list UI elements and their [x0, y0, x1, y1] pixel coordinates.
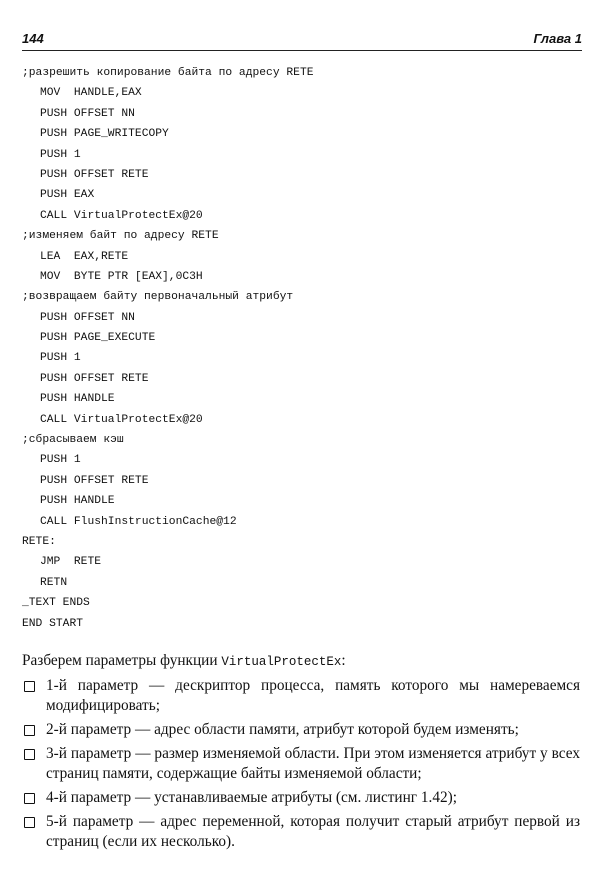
list-item-text: 2-й параметр — адрес области памяти, атрибут которой будем изменять;: [46, 721, 519, 738]
code-line: RETE:: [22, 535, 56, 548]
code-line: PUSH HANDLE: [40, 393, 115, 406]
code-line: CALL FlushInstructionCache@12: [40, 515, 237, 528]
code-line: _TEXT ENDS: [22, 597, 90, 610]
checkbox-bullet-icon: [24, 793, 35, 804]
list-item: [22, 676, 580, 716]
code-line: MOV BYTE PTR [EAX],0C3H: [40, 270, 203, 283]
list-item: [22, 744, 580, 784]
list-item: [22, 788, 580, 808]
parameter-list: [22, 676, 580, 852]
code-line: PUSH EAX: [40, 189, 95, 202]
checkbox-bullet-icon: [24, 681, 35, 692]
code-line: PUSH PAGE_WRITECOPY: [40, 128, 169, 141]
code-line: PUSH 1: [40, 148, 81, 161]
code-comment: ;возвращаем байту первоначальный атрибут: [22, 291, 294, 304]
list-item-text: 3-й параметр — размер изменяемой области. При этом изменяется атрибут у всех страниц памяти, содержащие байты изменяемой области;: [46, 745, 580, 782]
intro-text: Разберем параметры функции: [22, 652, 222, 669]
code-line: MOV HANDLE,EAX: [40, 87, 142, 100]
list-item-text: 1-й параметр — дескриптор процесса, память которого мы намереваемся модифицировать;: [46, 677, 580, 714]
code-line: PUSH OFFSET RETE: [40, 372, 149, 385]
code-line: JMP RETE: [40, 556, 102, 569]
function-name: VirtualProtectEx: [221, 655, 342, 669]
checkbox-bullet-icon: [24, 725, 35, 736]
code-line: LEA EAX,RETE: [40, 250, 129, 263]
list-item: [22, 720, 580, 740]
code-comment: ;разрешить копирование байта по адресу RETE: [22, 67, 314, 79]
code-line: PUSH OFFSET RETE: [40, 168, 149, 181]
list-item: [22, 812, 580, 852]
code-line: PUSH 1: [40, 454, 81, 467]
code-line: CALL VirtualProtectEx@20: [40, 209, 203, 222]
intro-paragraph: [22, 651, 580, 672]
checkbox-bullet-icon: [24, 749, 35, 760]
chapter-title: Глава 1: [533, 31, 582, 46]
code-line: PUSH OFFSET NN: [40, 311, 135, 324]
code-line: PUSH 1: [40, 352, 81, 365]
list-item-text: 5-й параметр — адрес переменной, которая получит старый атрибут первой из страниц (если их несколько).: [46, 813, 580, 850]
code-line: CALL VirtualProtectEx@20: [40, 413, 203, 426]
checkbox-bullet-icon: [24, 817, 35, 828]
code-line: PUSH HANDLE: [40, 495, 115, 508]
code-listing: [22, 63, 314, 634]
code-line: PUSH PAGE_EXECUTE: [40, 332, 156, 345]
intro-suffix: :: [341, 652, 346, 669]
code-line: PUSH OFFSET NN: [40, 107, 135, 120]
code-comment: ;изменяем байт по адресу RETE: [22, 230, 219, 243]
page-number: 144: [22, 31, 44, 46]
page-header: [22, 28, 582, 51]
list-item-text: 4-й параметр — устанавливаемые атрибуты (см. листинг 1.42);: [46, 789, 458, 806]
code-line: END START: [22, 617, 84, 630]
code-comment: ;сбрасываем кэш: [22, 434, 124, 447]
body-text: [22, 651, 580, 856]
code-line: RETN: [40, 576, 68, 589]
code-line: PUSH OFFSET RETE: [40, 474, 149, 487]
